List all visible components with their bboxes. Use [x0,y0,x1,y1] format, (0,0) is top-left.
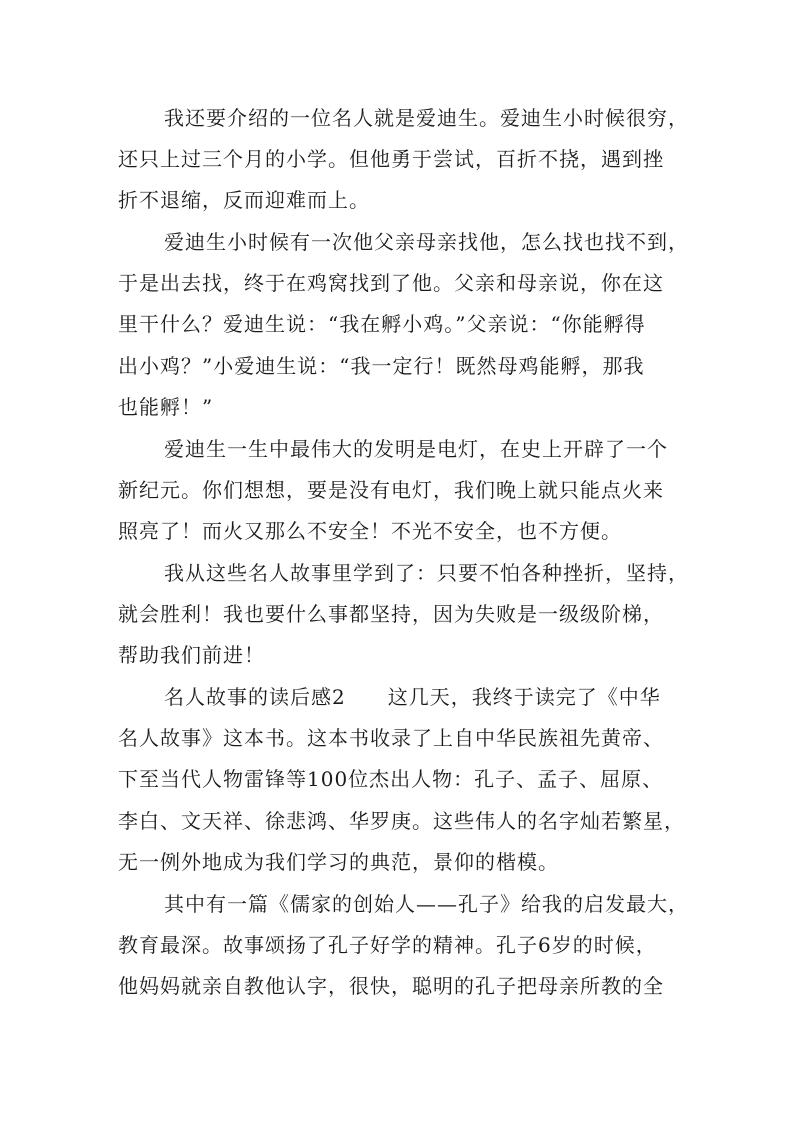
text-line: 他妈妈就亲自教他认字，很快，聪明的孔子把母亲所教的全 [118,974,664,998]
text-line: 教育最深。故事颂扬了孔子好学的精神。孔子6岁的时候， [118,933,657,957]
text-line: 出小鸡？”小爱迪生说：“我一定行！既然母鸡能孵，那我 [118,354,645,378]
text-line: 新纪元。你们想想，要是没有电灯，我们晚上就只能点火来 [118,478,664,502]
text-line: 于是出去找，终于在鸡窝找到了他。父亲和母亲说，你在这 [118,271,664,295]
text-line: 折不退缩，反而迎难而上。 [118,188,370,212]
text-line: 下至当代人物雷锋等100位杰出人物：孔子、孟子、屈原、 [118,767,664,791]
text-line: 其中有一篇《儒家的创始人——孔子》给我的启发最大， [164,892,689,916]
text-line: 名人故事的读后感2 这几天，我终于读完了《中华 [164,685,661,709]
text-line: 爱迪生小时候有一次他父亲母亲找他，怎么找也找不到， [164,230,689,254]
text-line: 也能孵！” [118,395,214,419]
text-line: 照亮了！而火又那么不安全！不光不安全，也不方便。 [118,519,622,543]
text-line: 我还要介绍的一位名人就是爱迪生。爱迪生小时候很穷， [164,106,689,130]
text-line: 李白、文天祥、徐悲鸿、华罗庚。这些伟人的名字灿若繁星， [118,809,685,833]
text-line: 还只上过三个月的小学。但他勇于尝试，百折不挠，遇到挫 [118,147,664,171]
text-line: 帮助我们前进！ [118,643,265,667]
text-line: 里干什么？爱迪生说：“我在孵小鸡。”父亲说：“你能孵得 [118,312,646,336]
text-line: 我从这些名人故事里学到了：只要不怕各种挫折，坚持， [164,561,689,585]
text-line: 爱迪生一生中最伟大的发明是电灯，在史上开辟了一个 [164,437,668,461]
text-line: 无一例外地成为我们学习的典范，景仰的楷模。 [118,850,559,874]
text-line: 就会胜利！我也要什么事都坚持，因为失败是一级级阶梯， [118,602,664,626]
text-line: 名人故事》这本书。这本书收录了上自中华民族祖先黄帝、 [118,726,664,750]
